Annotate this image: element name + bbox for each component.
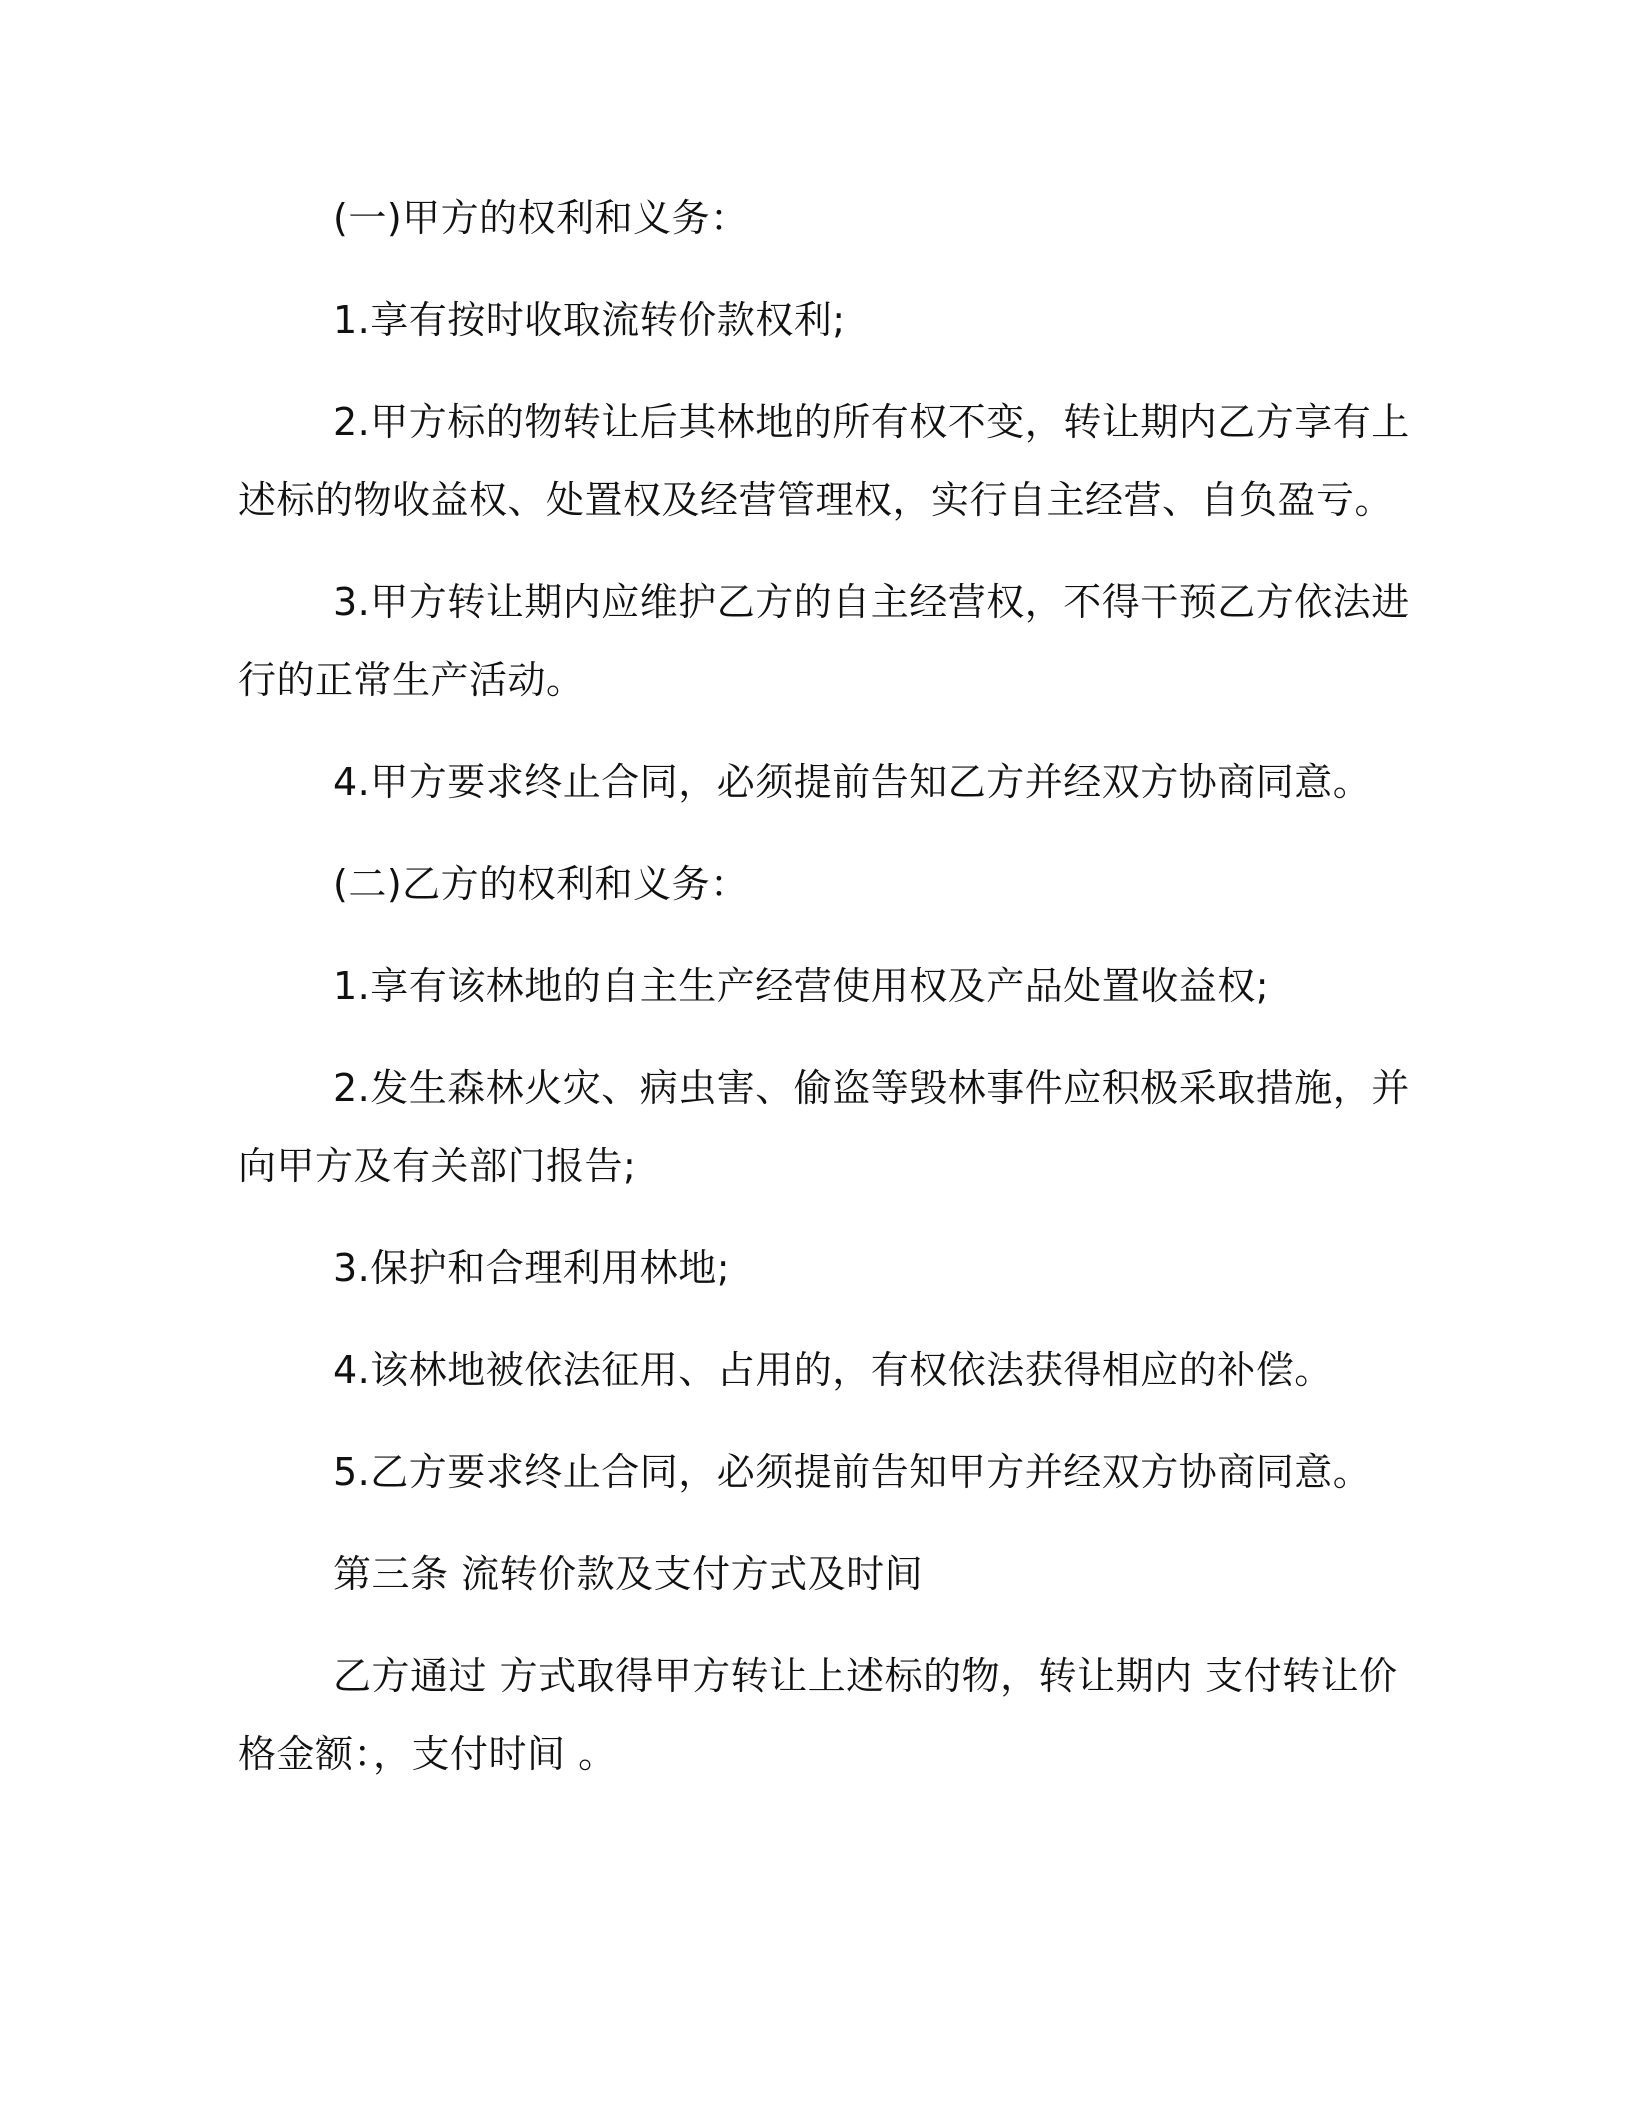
party-a-item-2-line-2: 述标的物收益权、处置权及经营管理权，实行自主经营、自负盈亏。 [238, 478, 1394, 522]
party-b-item-2-line-2: 向甲方及有关部门报告; [238, 1144, 637, 1188]
party-a-heading: (一)甲方的权利和义务： [333, 196, 749, 240]
party-b-heading: (二)乙方的权利和义务： [333, 862, 749, 906]
party-a-item-3-line-1: 3.甲方转让期内应维护乙方的自主经营权，不得干预乙方依法进 [333, 580, 1410, 624]
party-b-item-5: 5.乙方要求终止合同，必须提前告知甲方并经双方协商同意。 [333, 1450, 1372, 1494]
party-b-item-3: 3.保护和合理利用林地; [333, 1246, 731, 1290]
party-a-item-2-line-1: 2.甲方标的物转让后其林地的所有权不变，转让期内乙方享有上 [333, 400, 1410, 444]
party-b-item-1: 1.享有该林地的自主生产经营使用权及产品处置收益权; [333, 964, 1270, 1008]
party-a-item-1: 1.享有按时收取流转价款权利; [333, 298, 846, 342]
party-a-item-3-line-2: 行的正常生产活动。 [238, 658, 585, 702]
article-3-body-line-2: 格金额：，支付时间 。 [238, 1732, 617, 1776]
party-b-item-2-line-1: 2.发生森林火灾、病虫害、偷盗等毁林事件应积极采取措施，并 [333, 1066, 1410, 1110]
party-b-item-4: 4.该林地被依法征用、占用的，有权依法获得相应的补偿。 [333, 1348, 1333, 1392]
party-a-item-4: 4.甲方要求终止合同，必须提前告知乙方并经双方协商同意。 [333, 760, 1372, 804]
article-3-heading: 第三条 流转价款及支付方式及时间 [333, 1552, 924, 1596]
article-3-body-line-1: 乙方通过 方式取得甲方转让上述标的物，转让期内 支付转让价 [333, 1654, 1398, 1698]
